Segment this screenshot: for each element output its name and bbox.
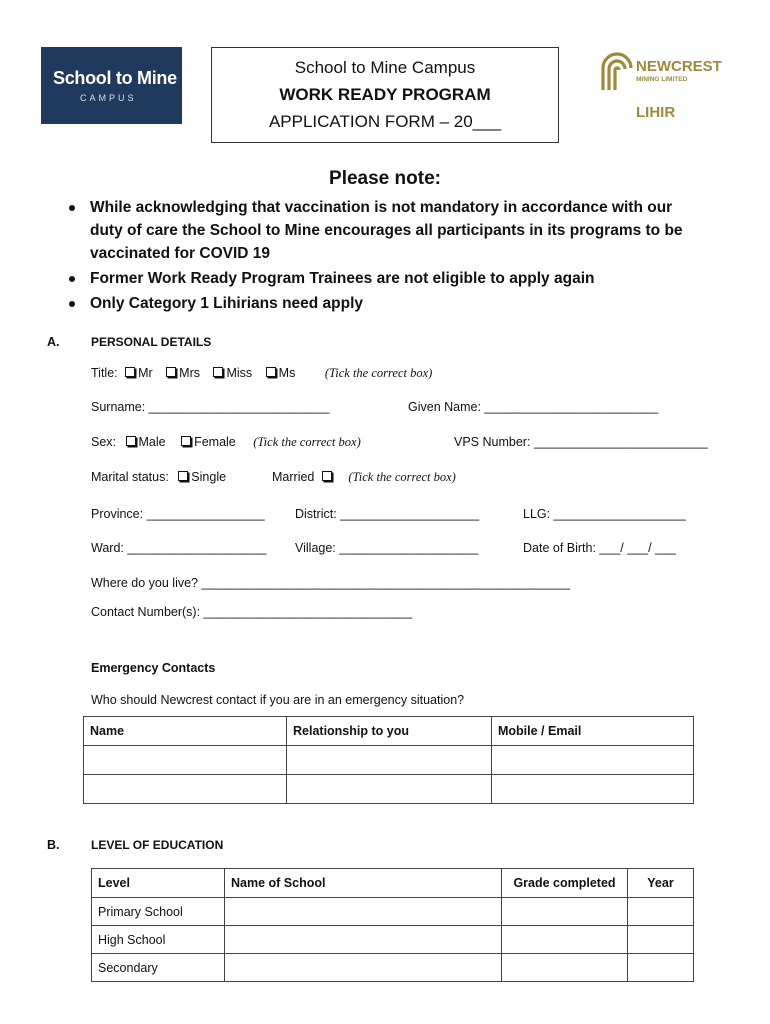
district-field[interactable]: District: ____________________	[295, 507, 480, 521]
sex-label: Sex:	[91, 435, 117, 449]
table-cell[interactable]	[225, 926, 502, 954]
emergency-contacts-table	[83, 716, 694, 804]
newcrest-emblem-icon	[600, 50, 634, 94]
title-row	[91, 366, 432, 381]
date-of-birth-field[interactable]: Date of Birth: ___/ ___/ ___	[523, 541, 676, 555]
school-to-mine-logo	[41, 47, 182, 124]
note-item: While acknowledging that vaccination is not mandatory in accordance with our duty of care the School to Mine encourages all participants in its programs to be vaccinated for COVID 19	[68, 196, 698, 265]
column-header: Level	[92, 869, 225, 898]
sex-row	[91, 435, 361, 450]
education-table	[91, 868, 694, 982]
section-a-letter: A.	[47, 335, 60, 349]
title-option-miss[interactable]: Miss	[213, 366, 252, 380]
table-row	[92, 954, 694, 982]
title-option-mr[interactable]: Mr	[125, 366, 153, 380]
table-cell[interactable]	[628, 898, 694, 926]
surname-field[interactable]: Surname: __________________________	[91, 400, 330, 414]
table-row	[92, 898, 694, 926]
table-cell[interactable]	[628, 954, 694, 982]
table-cell[interactable]	[225, 898, 502, 926]
column-header: Name	[84, 717, 287, 746]
table-cell[interactable]	[225, 954, 502, 982]
table-cell[interactable]	[502, 898, 628, 926]
table-cell[interactable]	[492, 746, 694, 775]
checkbox-icon[interactable]	[126, 436, 136, 446]
vps-number-field[interactable]: VPS Number: _________________________	[454, 435, 708, 449]
note-item: Former Work Ready Program Trainees are not eligible to apply again	[68, 267, 698, 290]
bullet-icon	[69, 301, 75, 307]
tick-hint: (Tick the correct box)	[324, 366, 433, 380]
table-cell[interactable]	[492, 775, 694, 804]
level-cell: High School	[92, 926, 225, 954]
table-header-row	[84, 717, 694, 746]
newcrest-logo	[600, 50, 730, 122]
tick-hint: (Tick the correct box)	[348, 470, 456, 484]
marital-option-married[interactable]: Married (Tick the correct box)	[272, 470, 456, 484]
table-cell[interactable]	[84, 746, 287, 775]
column-header: Grade completed	[502, 869, 628, 898]
program-title: WORK READY PROGRAM	[279, 85, 491, 104]
table-cell[interactable]	[287, 746, 492, 775]
form-title: APPLICATION FORM – 20___	[268, 112, 502, 131]
level-cell: Secondary	[92, 954, 225, 982]
table-row	[84, 775, 694, 804]
table-cell[interactable]	[287, 775, 492, 804]
emergency-heading: Emergency Contacts	[91, 661, 216, 675]
title-option-ms[interactable]: Ms	[266, 366, 296, 380]
marital-row	[91, 470, 226, 484]
checkbox-icon[interactable]	[266, 367, 276, 377]
title-label: Title:	[91, 366, 118, 380]
column-header: Year	[628, 869, 694, 898]
sex-option-male[interactable]: Male	[126, 435, 166, 449]
note-item: Only Category 1 Lihirians need apply	[68, 292, 698, 315]
checkbox-icon[interactable]	[166, 367, 176, 377]
table-cell[interactable]	[84, 775, 287, 804]
section-a-heading: PERSONAL DETAILS	[91, 335, 212, 349]
table-cell[interactable]	[502, 954, 628, 982]
title-option-mrs[interactable]: Mrs	[166, 366, 200, 380]
newcrest-name: NEWCREST	[636, 58, 722, 75]
contact-number-field[interactable]: Contact Number(s): ______________________________	[91, 605, 413, 619]
level-cell: Primary School	[92, 898, 225, 926]
tick-hint: (Tick the correct box)	[253, 435, 361, 449]
checkbox-icon[interactable]	[125, 367, 135, 377]
logo-subtext: CAMPUS	[80, 93, 137, 103]
campus-title: School to Mine Campus	[294, 58, 476, 77]
sex-option-female[interactable]: Female	[181, 435, 236, 449]
marital-label: Marital status:	[91, 470, 169, 484]
table-row	[92, 926, 694, 954]
table-cell[interactable]	[502, 926, 628, 954]
checkbox-icon[interactable]	[178, 471, 188, 481]
checkbox-icon[interactable]	[322, 471, 332, 481]
province-field[interactable]: Province: _________________	[91, 507, 265, 521]
checkbox-icon[interactable]	[213, 367, 223, 377]
column-header: Name of School	[225, 869, 502, 898]
form-title-box	[211, 47, 559, 143]
column-header: Mobile / Email	[492, 717, 694, 746]
table-header-row	[92, 869, 694, 898]
emergency-question: Who should Newcrest contact if you are in an emergency situation?	[91, 693, 465, 707]
given-name-field[interactable]: Given Name: _________________________	[408, 400, 659, 414]
table-row	[84, 746, 694, 775]
bullet-icon	[69, 205, 75, 211]
column-header: Relationship to you	[287, 717, 492, 746]
note-list	[68, 196, 698, 317]
newcrest-subtitle: MINING LIMITED	[636, 76, 688, 83]
village-field[interactable]: Village: ____________________	[295, 541, 479, 555]
section-b-heading: LEVEL OF EDUCATION	[91, 838, 224, 852]
lihir-label: LIHIR	[636, 104, 676, 121]
llg-field[interactable]: LLG: ___________________	[523, 507, 686, 521]
note-heading: Please note:	[329, 168, 441, 189]
checkbox-icon[interactable]	[181, 436, 191, 446]
bullet-icon	[69, 276, 75, 282]
logo-text: School to Mine	[53, 68, 177, 88]
marital-option-single[interactable]: Single	[178, 470, 226, 484]
ward-field[interactable]: Ward: ____________________	[91, 541, 267, 555]
where-live-field[interactable]: Where do you live? _____________________________________________________	[91, 576, 570, 590]
table-cell[interactable]	[628, 926, 694, 954]
section-b-letter: B.	[47, 838, 60, 852]
